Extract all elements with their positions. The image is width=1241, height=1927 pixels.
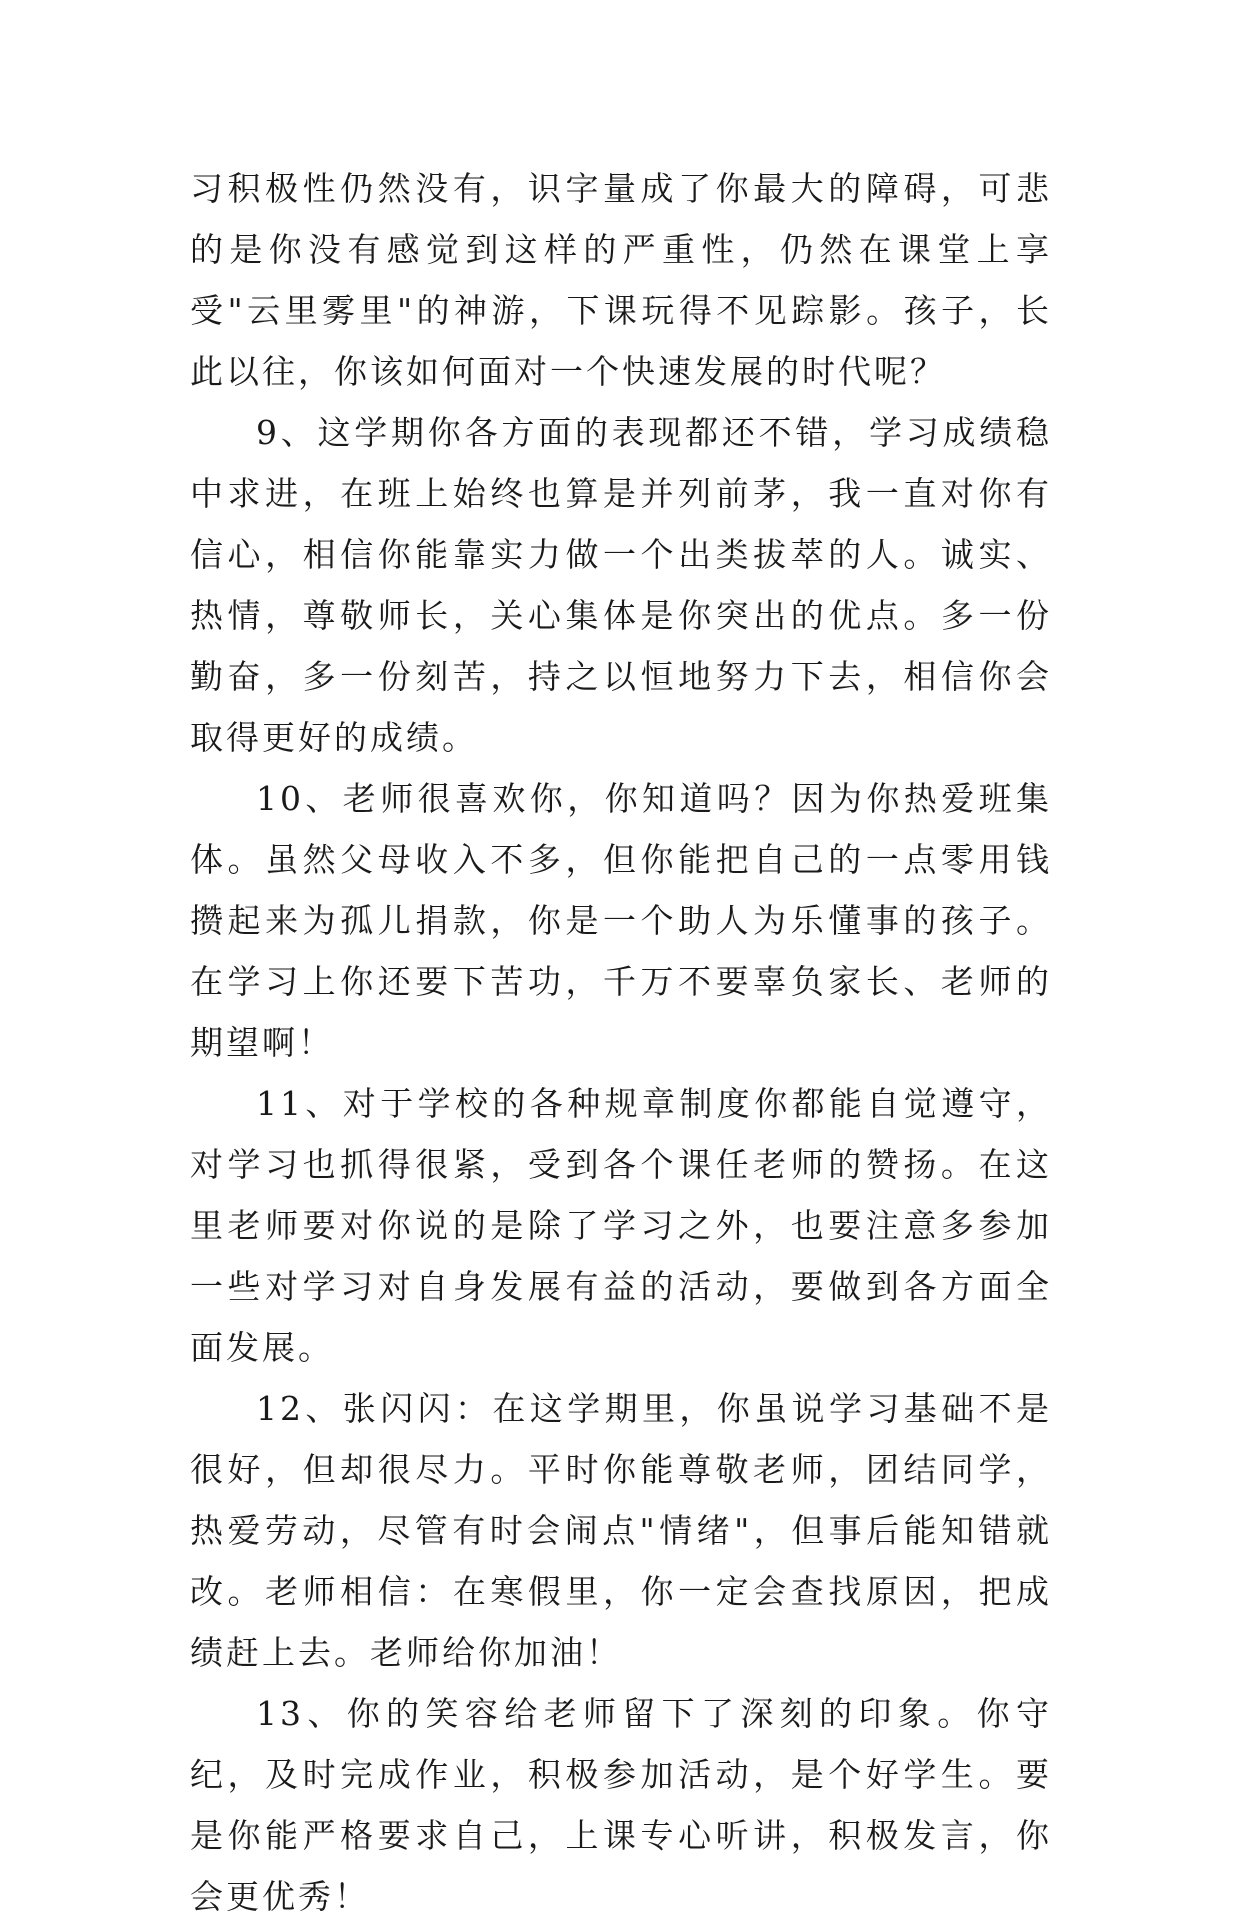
paragraph-comment-10: 10、老师很喜欢你，你知道吗？因为你热爱班集体。虽然父母收入不多，但你能把自己的一点零用钱攒起来为孤儿捐款，你是一个助人为乐懂事的孩子。在学习上你还要下苦功，千万不要辜负家长、老师的期望啊！ [190,779,1052,1062]
paragraph-comment-9: 9、这学期你各方面的表现都还不错，学习成绩稳中求进，在班上始终也算是并列前茅，我一直对你有信心，相信你能靠实力做一个出类拔萃的人。诚实、热情，尊敬师长，关心集体是你突出的优点。多一份勤奋，多一份刻苦，持之以恒地努力下去，相信你会取得更好的成绩。 [190,413,1052,757]
paragraph-comment-12: 12、张闪闪：在这学期里，你虽说学习基础不是很好，但却很尽力。平时你能尊敬老师，团结同学，热爱劳动，尽管有时会闹点"情绪"，但事后能知错就改。老师相信：在寒假里，你一定会查找原因，把成绩赶上去。老师给你加油！ [190,1389,1052,1672]
paragraph-comment-11: 11、对于学校的各种规章制度你都能自觉遵守，对学习也抓得很紧，受到各个课任老师的赞扬。在这里老师要对你说的是除了学习之外，也要注意多参加一些对学习对自身发展有益的活动，要做到各方面全面发展。 [190,1084,1052,1367]
paragraph-continuation: 习积极性仍然没有，识字量成了你最大的障碍，可悲的是你没有感觉到这样的严重性，仍然在课堂上享受"云里雾里"的神游，下课玩得不见踪影。孩子，长此以往，你该如何面对一个快速发展的时代呢？ [190,169,1052,391]
document-body [190,158,1052,1927]
paragraph-comment-13: 13、你的笑容给老师留下了深刻的印象。你守纪，及时完成作业，积极参加活动，是个好学生。要是你能严格要求自己，上课专心听讲，积极发言，你会更优秀！ [190,1694,1052,1916]
